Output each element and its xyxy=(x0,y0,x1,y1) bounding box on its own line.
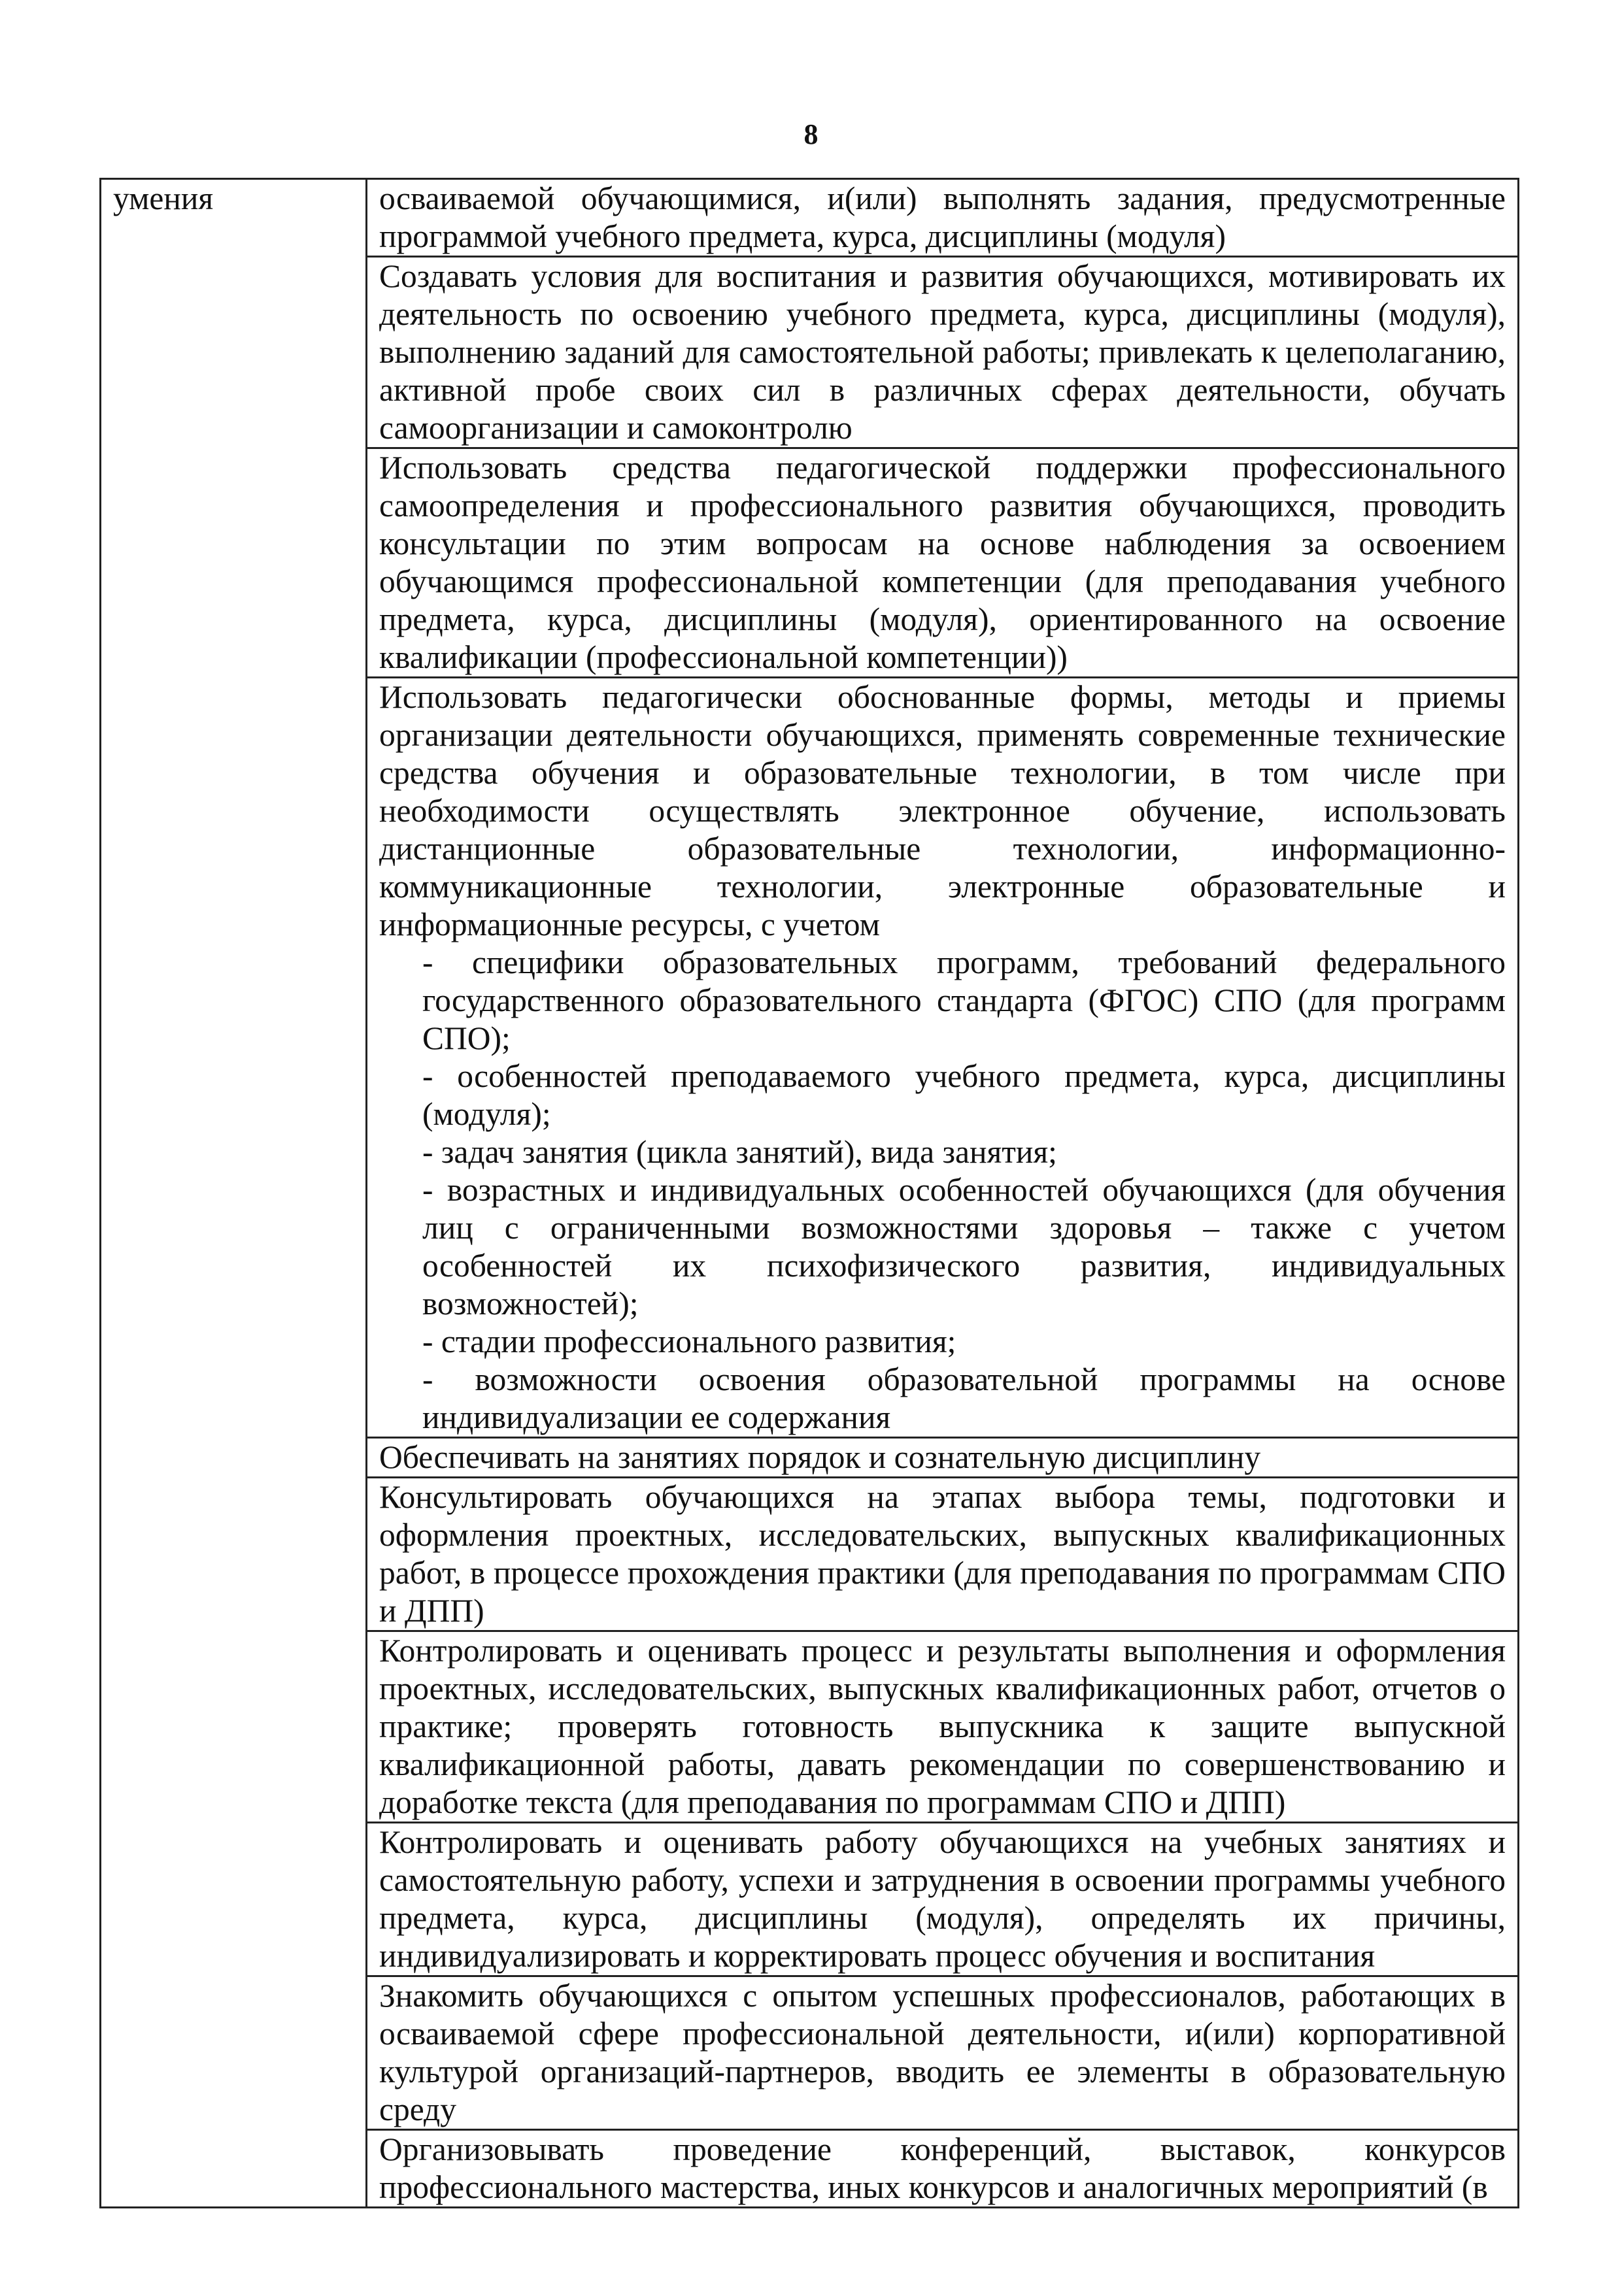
table-row xyxy=(101,257,1519,448)
label-cell-continued xyxy=(101,678,367,1438)
content-cell xyxy=(367,448,1519,678)
label-cell-continued xyxy=(101,257,367,448)
table-row xyxy=(101,448,1519,678)
bullet-item: - стадии профессионального развития; xyxy=(422,1323,956,1359)
bullet-item: - специфики образовательных программ, требований федерального государственного образовательного стандарта (ФГОС) СПО (для программ СПО); xyxy=(422,944,1506,1056)
label-cell-continued xyxy=(101,1976,367,2130)
cell-paragraph: осваиваемой обучающимися, и(или) выполнять задания, предусмотренные программой учебного предмета, курса, дисциплины (модуля) xyxy=(379,180,1506,254)
label-cell-continued xyxy=(101,1631,367,1823)
table-row xyxy=(101,1478,1519,1631)
bullet-item: - особенностей преподаваемого учебного предмета, курса, дисциплины (модуля); xyxy=(422,1058,1506,1132)
cell-paragraph: Контролировать и оценивать процесс и результаты выполнения и оформления проектных, исследовательских, выпускных квалификационных работ, отчетов о практике; проверять готовность выпускника к защите выпускной квалификационной работы, давать рекомендации по совершенствованию и доработке текста (для преподавания по программам СПО и ДПП) xyxy=(379,1633,1506,1820)
cell-paragraph: Организовывать проведение конференций, выставок, конкурсов профессионального мастерства, иных конкурсов и аналогичных мероприятий (в xyxy=(379,2131,1506,2205)
table-row xyxy=(101,2130,1519,2208)
cell-paragraph: Знакомить обучающихся с опытом успешных профессионалов, работающих в осваиваемой сфере профессиональной деятельности, и(или) корпоративной культурой организаций-партнеров, вводить ее элементы в образовательную среду xyxy=(379,1978,1506,2127)
cell-paragraph: Использовать средства педагогической поддержки профессионального самоопределения и профессионального развития обучающихся, проводить консультации по этим вопросам на основе наблюдения за освоением обучающимся профессиональной компетенции (для преподавания учебного предмета, курса, дисциплины (модуля), ориентированного на освоение квалификации (профессиональной компетенции)) xyxy=(379,450,1506,675)
label-cell-continued xyxy=(101,1438,367,1478)
content-cell xyxy=(367,678,1519,1438)
cell-paragraph: Использовать педагогически обоснованные формы, методы и приемы организации деятельности обучающихся, применять современные технические средства обучения и образовательные технологии, в том числе при необходимости осуществлять электронное обучение, использовать дистанционные образовательные технологии, информационно-коммуникационные технологии, электронные образовательные и информационные ресурсы, с учетом xyxy=(379,679,1506,942)
cell-paragraph: Создавать условия для воспитания и развития обучающихся, мотивировать их деятельность по освоению учебного предмета, курса, дисциплины (модуля), выполнению заданий для самостоятельной работы; привлекать к целеполаганию, активной пробе своих сил в различных сферах деятельности, обучать самоорганизации и самоконтролю xyxy=(379,258,1506,446)
table-row xyxy=(101,1823,1519,1976)
content-cell xyxy=(367,257,1519,448)
table-row xyxy=(101,678,1519,1438)
bullet-item: - задач занятия (цикла занятий), вида занятия; xyxy=(422,1134,1057,1170)
label-cell: умения xyxy=(101,179,367,257)
cell-paragraph: Консультировать обучающихся на этапах выбора темы, подготовки и оформления проектных, исследовательских, выпускных квалификационных работ, в процессе прохождения практики (для преподавания по программам СПО и ДПП) xyxy=(379,1479,1506,1629)
content-cell xyxy=(367,1438,1519,1478)
table-row xyxy=(101,1976,1519,2130)
content-cell xyxy=(367,1976,1519,2130)
content-cell xyxy=(367,1631,1519,1823)
label-cell-continued xyxy=(101,2130,367,2208)
cell-paragraph: Контролировать и оценивать работу обучающихся на учебных занятиях и самостоятельную работу, успехи и затруднения в освоении программы учебного предмета, курса, дисциплины (модуля), определять их причины, индивидуализировать и корректировать процесс обучения и воспитания xyxy=(379,1824,1506,1974)
content-cell xyxy=(367,2130,1519,2208)
content-cell xyxy=(367,179,1519,257)
content-cell xyxy=(367,1823,1519,1976)
table-row xyxy=(101,1631,1519,1823)
content-cell xyxy=(367,1478,1519,1631)
skills-table xyxy=(99,178,1519,2208)
table-row xyxy=(101,1438,1519,1478)
label-cell-continued xyxy=(101,1823,367,1976)
label-cell-continued xyxy=(101,448,367,678)
table-row xyxy=(101,179,1519,257)
page-number: 8 xyxy=(803,118,819,150)
bullet-item: - возрастных и индивидуальных особенностей обучающихся (для обучения лиц с ограниченными возможностями здоровья – также с учетом особенностей их психофизического развития, индивидуальных возможностей); xyxy=(422,1172,1506,1322)
bullet-item: - возможности освоения образовательной программы на основе индивидуализации ее содержания xyxy=(422,1361,1506,1435)
label-cell-continued xyxy=(101,1478,367,1631)
cell-paragraph: Обеспечивать на занятиях порядок и сознательную дисциплину xyxy=(379,1439,1261,1475)
